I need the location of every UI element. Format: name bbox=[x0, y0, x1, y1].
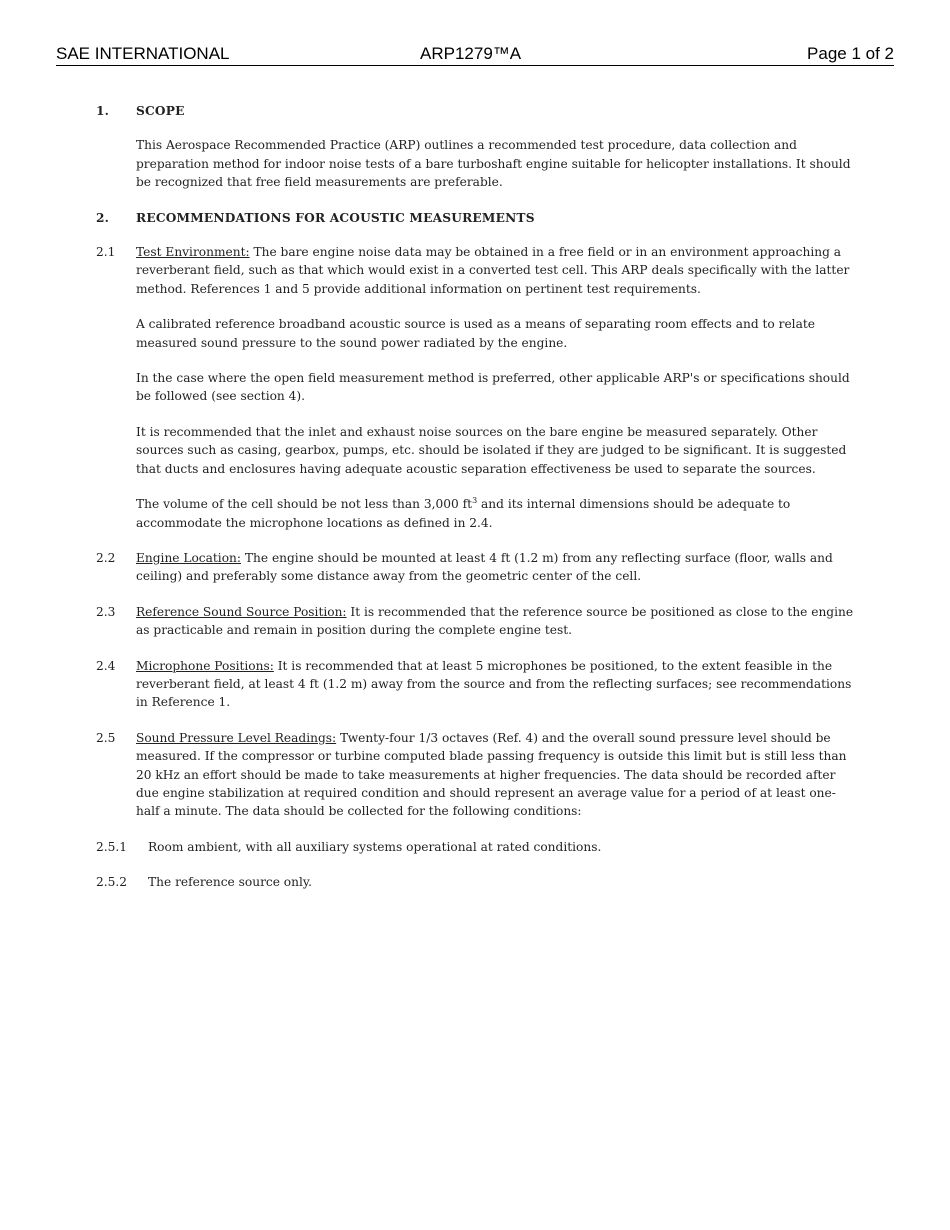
subsection-2-5-1 bbox=[96, 838, 858, 856]
subsection-2-3 bbox=[96, 603, 858, 640]
subsection-number: 2.4 bbox=[96, 658, 116, 673]
subsection-title: Engine Location: bbox=[136, 550, 241, 565]
subsection-title: Sound Pressure Level Readings: bbox=[136, 730, 337, 745]
section-title: RECOMMENDATIONS FOR ACOUSTIC MEASUREMENTS bbox=[136, 210, 535, 225]
scope-paragraph: This Aerospace Recommended Practice (ARP) outlines a recommended test procedure, data collection and preparation method for indoor noise tests of a bare turboshaft engine suitable for helicopter installations. It should be recognized that free field measurements are preferable. bbox=[136, 138, 851, 190]
subsection-2-5 bbox=[96, 729, 858, 821]
paragraph bbox=[96, 315, 858, 352]
subsection-text: It is recommended that at least 5 microphones be positioned, to the extent feasible in the reverberant field, at least 4 ft (1.2 m) away from the source and from the reflecting surfaces; see recommendations in Reference 1. bbox=[136, 658, 852, 710]
subsection-text: The engine should be mounted at least 4 ft (1.2 m) from any reflecting surface (floor, walls and ceiling) and preferably some distance away from the geometric center of the cell. bbox=[136, 550, 833, 584]
subsection-title: Microphone Positions: bbox=[136, 658, 274, 673]
paragraph bbox=[96, 423, 858, 478]
subsection-text: Twenty-four 1/3 octaves (Ref. 4) and the overall sound pressure level should be measured. If the compressor or turbine computed blade passing frequency is outside this limit but is still less than 20 kHz an effort should be made to take measurements at higher frequencies. The data should be recorded after due engine stabilization at required condition and should represent an average value for a period of at least one-half a minute. The data should be collected for the following conditions: bbox=[136, 730, 847, 819]
subsection-2-1 bbox=[96, 243, 858, 298]
section-2-heading bbox=[96, 209, 858, 227]
section-title: SCOPE bbox=[136, 104, 185, 118]
subsection-number: 2.3 bbox=[96, 604, 116, 619]
subsection-number: 2.5 bbox=[96, 730, 116, 745]
subsection-number: 2.2 bbox=[96, 550, 116, 565]
paragraph bbox=[96, 369, 858, 406]
page-header bbox=[56, 44, 894, 66]
paragraph-text: The volume of the cell should be not less than 3,000 $ft^3$ and its internal dimensions should be adequate to accommodate the microphone locations as defined in 2.4. bbox=[136, 496, 791, 530]
section-number: 1. bbox=[96, 104, 110, 118]
header-page-number: Page 1 of 2 bbox=[807, 44, 894, 63]
subsection-text: It is recommended that the reference source be positioned as close to the engine as practicable and remain in position during the complete engine test. bbox=[136, 604, 854, 638]
paragraph-text: A calibrated reference broadband acoustic source is used as a means of separating room effects and to relate measured sound pressure to the sound power radiated by the engine. bbox=[136, 317, 815, 350]
subsection-number: 2.5.2 bbox=[96, 875, 128, 890]
subsection-text: The reference source only. bbox=[148, 875, 313, 890]
document-body bbox=[96, 102, 858, 892]
subsection-number: 2.5.1 bbox=[96, 839, 128, 854]
paragraph-text: It is recommended that the inlet and exhaust noise sources on the bare engine be measured separately. Other sources such as casing, gearbox, pumps, etc. should be isolated if they are judged to be significant. It is suggested that ducts and enclosures having adequate acoustic separation effectiveness be used to separate the sources. bbox=[136, 424, 847, 476]
subsection-2-5-2 bbox=[96, 873, 858, 891]
header-document-number: ARP1279™A bbox=[420, 44, 522, 63]
subsection-title: Test Environment: bbox=[136, 245, 250, 260]
subsection-text: The bare engine noise data may be obtained in a free field or in an environment approaching a reverberant field, such as that which would exist in a converted test cell. This ARP deals specifically with the latter method. References 1 and 5 provide additional information on pertinent test requirements. bbox=[136, 245, 850, 296]
subsection-2-4 bbox=[96, 657, 858, 712]
subsection-title: Reference Sound Source Position: bbox=[136, 604, 347, 619]
subsection-text: Room ambient, with all auxiliary systems operational at rated conditions. bbox=[148, 839, 602, 854]
header-organization: SAE INTERNATIONAL bbox=[56, 44, 230, 63]
paragraph-text: In the case where the open field measurement method is preferred, other applicable ARP's or specifications should be followed (see section 4). bbox=[136, 371, 850, 404]
subsection-2-2 bbox=[96, 549, 858, 586]
section-number: 2. bbox=[96, 210, 110, 225]
section-1-heading bbox=[96, 102, 858, 120]
subsection-number: 2.1 bbox=[96, 245, 116, 260]
paragraph bbox=[96, 495, 858, 532]
section-1-body bbox=[96, 136, 858, 191]
